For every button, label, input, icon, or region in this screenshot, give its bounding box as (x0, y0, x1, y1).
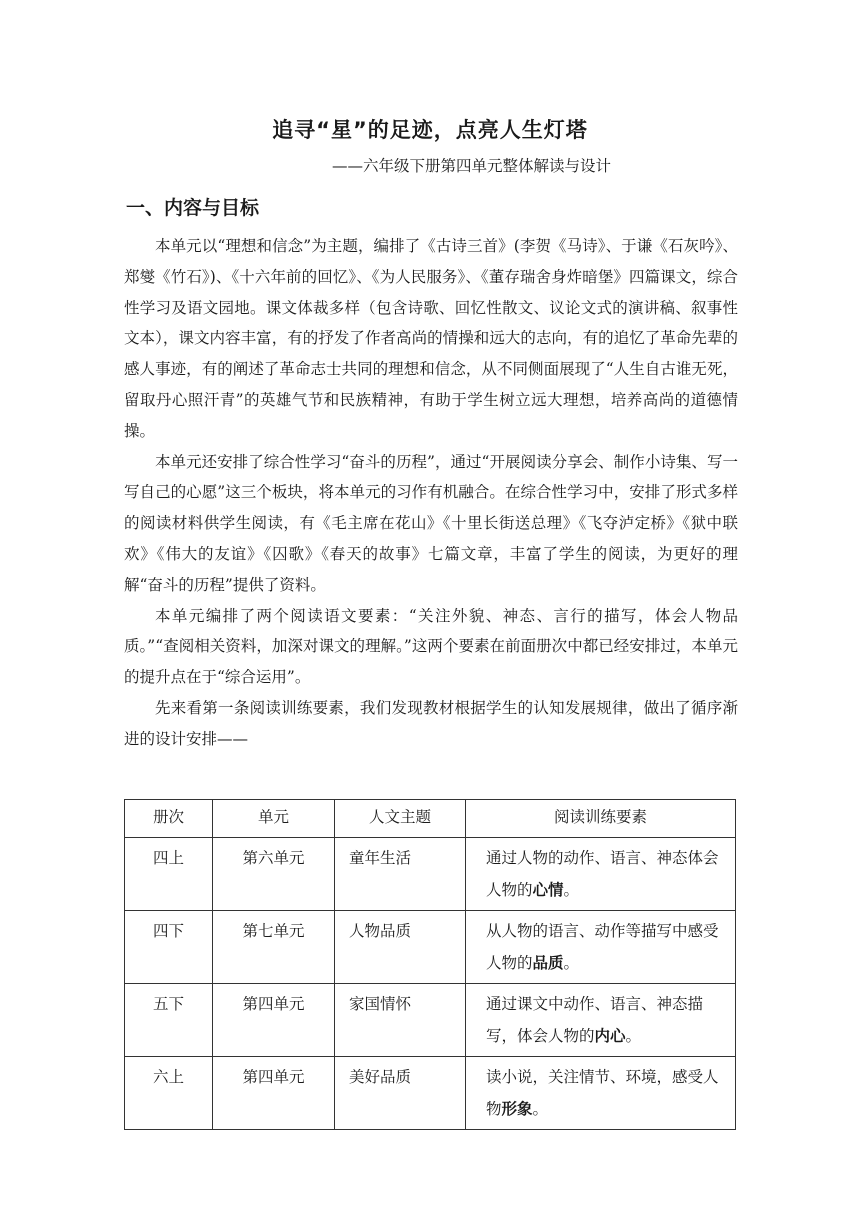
cell-element (466, 838, 736, 911)
table-row (125, 838, 736, 911)
cell-theme: 家国情怀 (335, 984, 466, 1057)
element-text: 从人物的语言、动作等描写中感受人物的 (486, 922, 719, 972)
element-end: 。 (563, 954, 580, 972)
table-row (125, 1057, 736, 1130)
element-end: 。 (563, 881, 580, 899)
cell-unit: 第四单元 (213, 984, 335, 1057)
cell-element (466, 1057, 736, 1130)
section-heading: 一、内容与目标 (126, 197, 260, 219)
cell-grade: 四下 (125, 911, 213, 984)
paragraph: 本单元编排了两个阅读语文要素：“关注外貌、神态、言行的描写，体会人物品质。”“查阅相关资料，加深对课文的理解。”这两个要素在前面册次中都已经安排过，本单元的提升点在于“综合运用”。 (124, 606, 738, 687)
element-keyword: 内心 (594, 1027, 626, 1045)
cell-element (466, 984, 736, 1057)
element-text: 通过人物的动作、语言、神态体会人物的 (486, 849, 719, 899)
reading-elements-table (124, 799, 736, 1130)
cell-grade: 五下 (125, 984, 213, 1057)
element-end: 。 (625, 1027, 642, 1045)
cell-theme: 人物品质 (335, 911, 466, 984)
element-keyword: 形象 (501, 1100, 533, 1118)
element-text: 通过课文中动作、语言、神态描写，体会人物的 (486, 995, 704, 1045)
cell-grade: 四上 (125, 838, 213, 911)
paragraph: 本单元以“理想和信念”为主题，编排了《古诗三首》(李贺《马诗》、于谦《石灰吟》、郑燮《竹石》)、《十六年前的回忆》、《为人民服务》、《董存瑞舍身炸暗堡》四篇课文，综合性学习及语文园地。课文体裁多样（包含诗歌、回忆性散文、议论文式的演讲稿、叙事性文本），课文内容丰富，有的抒发了作者高尚的情操和远大的志向，有的追忆了革命先辈的感人事迹，有的阐述了革命志士共同的理想和信念，从不同侧面展现了“人生自古谁无死，留取丹心照汗青”的英雄气节和民族精神，有助于学生树立远大理想，培养高尚的道德情操。 (124, 237, 738, 440)
cell-theme: 童年生活 (335, 838, 466, 911)
table-header-row (125, 800, 736, 838)
document-subtitle: ——六年级下册第四单元整体解读与设计 (332, 157, 612, 175)
header-element: 阅读训练要素 (466, 800, 736, 838)
element-keyword: 品质 (532, 954, 564, 972)
header-theme: 人文主题 (335, 800, 466, 838)
element-end: 。 (532, 1100, 549, 1118)
header-unit: 单元 (213, 800, 335, 838)
paragraph: 本单元还安排了综合性学习“奋斗的历程”，通过“开展阅读分享会、制作小诗集、写一写自己的心愿”这三个板块，将本单元的习作有机融合。在综合性学习中，安排了形式多样的阅读材料供学生阅读，有《毛主席在花山》《十里长街送总理》《飞夺泸定桥》《狱中联欢》《伟大的友谊》《囚歌》《春天的故事》七篇文章，丰富了学生的阅读，为更好的理解“奋斗的历程”提供了资料。 (124, 452, 738, 594)
paragraph: 先来看第一条阅读训练要素，我们发现教材根据学生的认知发展规律，做出了循序渐进的设计安排—— (124, 698, 738, 748)
element-keyword: 心情 (532, 881, 564, 899)
cell-unit: 第四单元 (213, 1057, 335, 1130)
document-title: 追寻“星”的足迹，点亮人生灯塔 (272, 118, 588, 142)
element-text: 读小说，关注情节、环境，感受人物 (486, 1068, 719, 1118)
cell-grade: 六上 (125, 1057, 213, 1130)
cell-theme: 美好品质 (335, 1057, 466, 1130)
cell-element (466, 911, 736, 984)
cell-unit: 第六单元 (213, 838, 335, 911)
table-row (125, 911, 736, 984)
cell-unit: 第七单元 (213, 911, 335, 984)
body-text (124, 231, 738, 755)
header-grade: 册次 (125, 800, 213, 838)
table-row (125, 984, 736, 1057)
